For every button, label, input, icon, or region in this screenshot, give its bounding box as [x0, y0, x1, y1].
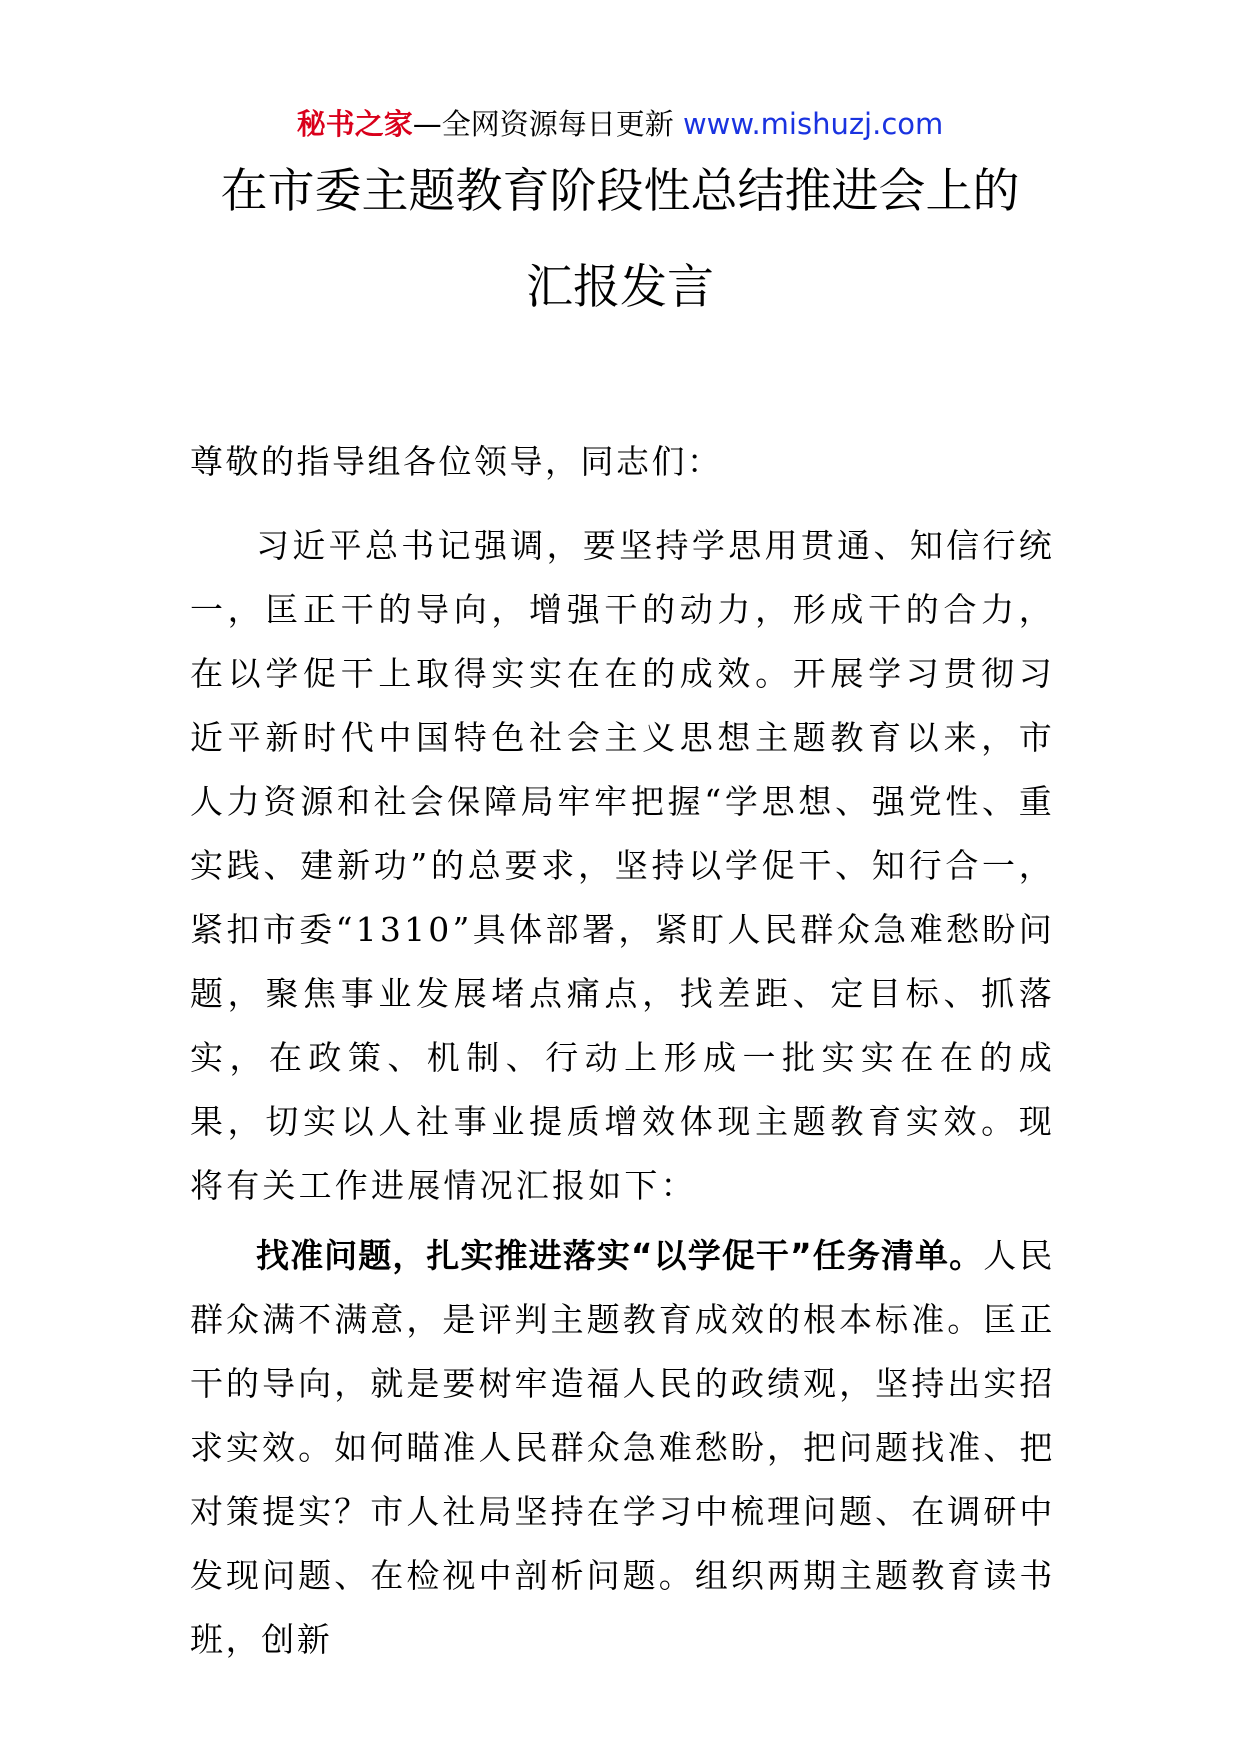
document-body — [190, 430, 1055, 1672]
paragraph-1: 习近平总书记强调，要坚持学思用贯通、知信行统一，匡正干的导向，增强干的动力，形成干的合力，在以学促干上取得实实在在的成效。开展学习贯彻习近平新时代中国特色社会主义思想主题教育以来，市人力资源和社会保障局牢牢把握“学思想、强党性、重实践、建新功”的总要求，坚持以学促干、知行合一，紧扣市委“1310”具体部署，紧盯人民群众急难愁盼问题，聚焦事业发展堵点痛点，找差距、定目标、抓落实，在政策、机制、行动上形成一批实实在在的成果，切实以人社事业提质增效体现主题教育实效。现将有关工作进展情况汇报如下： — [190, 526, 1055, 1205]
banner-tagline: —全网资源每日更新 — [412, 107, 683, 141]
document-title-line-1: 在市委主题教育阶段性总结推进会上的 — [220, 164, 1020, 219]
banner-url-link[interactable]: www.mishuzj.com — [682, 107, 944, 141]
site-banner — [0, 100, 1240, 148]
document-title-line-2: 汇报发言 — [526, 260, 714, 315]
banner-brand: 秘书之家 — [296, 107, 413, 141]
paragraph-2-heading: 找准问题，扎实推进落实“以学促干”任务清单。 — [256, 1236, 984, 1275]
paragraph-2-text: 人民群众满不满意，是评判主题教育成效的根本标准。匡正干的导向，就是要树牢造福人民的政绩观，坚持出实招求实效。如何瞄准人民群众急难愁盼，把问题找准、把对策提实？市人社局坚持在学习中梳理问题、在调研中发现问题、在检视中剖析问题。组织两期主题教育读书班，创新 — [190, 1236, 1055, 1659]
salutation: 尊敬的指导组各位领导，同志们： — [190, 442, 723, 481]
paragraph-2 — [190, 1224, 1055, 1672]
